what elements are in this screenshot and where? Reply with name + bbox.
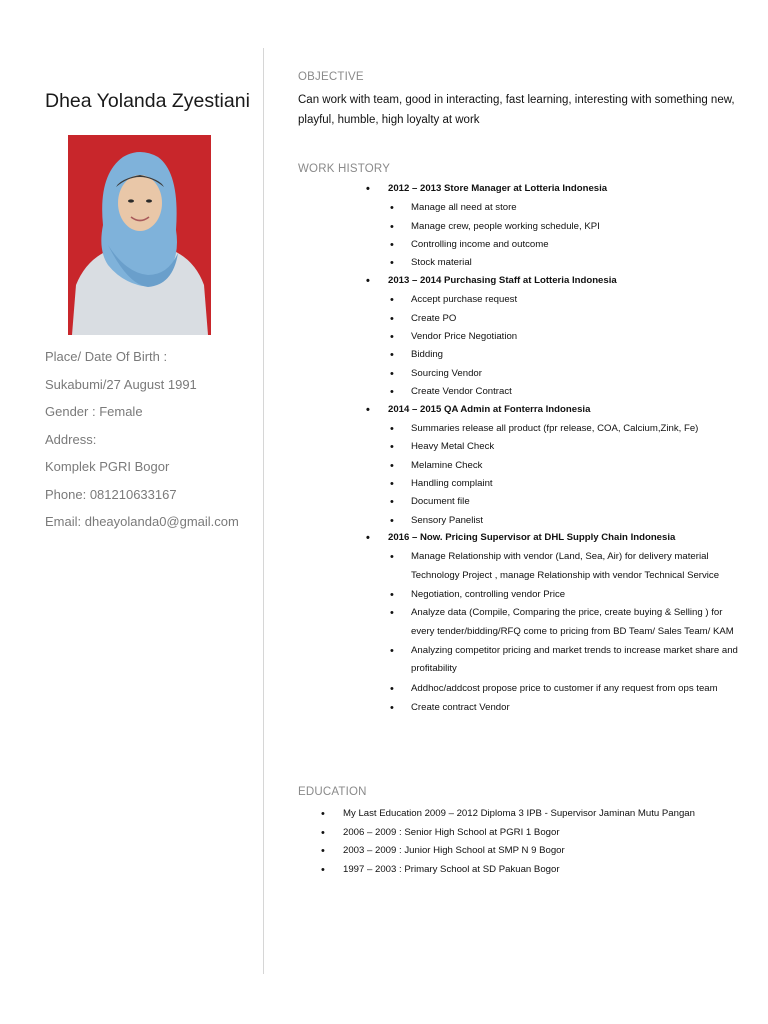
- job-task: • Controlling income and outcome: [298, 236, 738, 254]
- job-task: • Sensory Panelist: [298, 512, 738, 530]
- info-address-label: Address:: [45, 431, 97, 447]
- education-item: • 1997 – 2003 : Primary School at SD Pakuan Bogor: [298, 862, 748, 881]
- education-item: • My Last Education 2009 – 2012 Diploma 3 IPB - Supervisor Jaminan Mutu Pangan: [298, 806, 748, 825]
- job-task: • Manage all need at store: [298, 199, 738, 217]
- job-title: • 2016 – Now. Pricing Supervisor at DHL Supply Chain Indonesia: [298, 530, 738, 548]
- job-task: • Sourcing Vendor: [298, 365, 738, 383]
- personal-info: [45, 349, 265, 542]
- job-task: • Handling complaint: [298, 475, 738, 493]
- job-title: • 2014 – 2015 QA Admin at Fonterra Indonesia: [298, 402, 738, 420]
- job-task: • Stock material: [298, 254, 738, 272]
- job-task: • Analyzing competitor pricing and market trends to increase market share and profitability: [298, 642, 738, 679]
- job-task: • Heavy Metal Check: [298, 438, 738, 456]
- info-email: Email: dheayolanda0@gmail.com: [45, 514, 239, 529]
- info-birth-label: Place/ Date Of Birth :: [45, 349, 168, 364]
- education-list: [298, 806, 748, 880]
- job-task: • Bidding: [298, 346, 738, 364]
- job-task: • Create Vendor Contract: [298, 383, 738, 401]
- objective-text: Can work with team, good in interacting, fast learning, interesting with something new, playful, humble, high loyalty at work: [298, 94, 735, 126]
- job-task: • Document file: [298, 493, 738, 511]
- job-task: • Vendor Price Negotiation: [298, 328, 738, 346]
- work-history-heading: WORK HISTORY: [298, 163, 391, 175]
- job-task: • Create contract Vendor: [298, 699, 738, 717]
- education-heading: EDUCATION: [298, 786, 367, 798]
- job-task: • Analyze data (Compile, Comparing the price, create buying & Selling ) for every tender/bidding/RFQ come to pricing from BD Team/ Sales Team/ KAM: [298, 604, 738, 641]
- job-task: • Negotiation, controlling vendor Price: [298, 586, 738, 604]
- education-item: • 2003 – 2009 : Junior High School at SMP N 9 Bogor: [298, 843, 748, 862]
- job-task: • Addhoc/addcost propose price to customer if any request from ops team: [298, 680, 738, 698]
- info-address-value: Komplek PGRI Bogor: [45, 459, 170, 474]
- info-phone: Phone: 081210633167: [45, 486, 177, 502]
- job-task: • Melamine Check: [298, 457, 738, 475]
- job-title: • 2013 – 2014 Purchasing Staff at Lotteria Indonesia: [298, 273, 738, 291]
- job-title: • 2012 – 2013 Store Manager at Lotteria Indonesia: [298, 181, 738, 199]
- profile-photo: [68, 135, 211, 335]
- objective-heading: OBJECTIVE: [298, 71, 364, 83]
- education-item: • 2006 – 2009 : Senior High School at PGRI 1 Bogor: [298, 825, 748, 844]
- work-history-list: [298, 181, 738, 717]
- portrait-illustration: [68, 135, 211, 335]
- job-task: • Manage Relationship with vendor (Land, Sea, Air) for delivery material Technology Project , manage Relationship with vendor Technical Service: [298, 548, 738, 585]
- job-task: • Accept purchase request: [298, 291, 738, 309]
- info-gender: Gender : Female: [45, 404, 143, 419]
- candidate-name: Dhea Yolanda Zyestiani: [45, 90, 250, 112]
- job-task: • Create PO: [298, 310, 738, 328]
- info-birth-value: Sukabumi/27 August 1991: [45, 376, 197, 392]
- job-task: • Summaries release all product (fpr release, COA, Calcium,Zink, Fe): [298, 420, 738, 438]
- job-task: • Manage crew, people working schedule, KPI: [298, 218, 738, 236]
